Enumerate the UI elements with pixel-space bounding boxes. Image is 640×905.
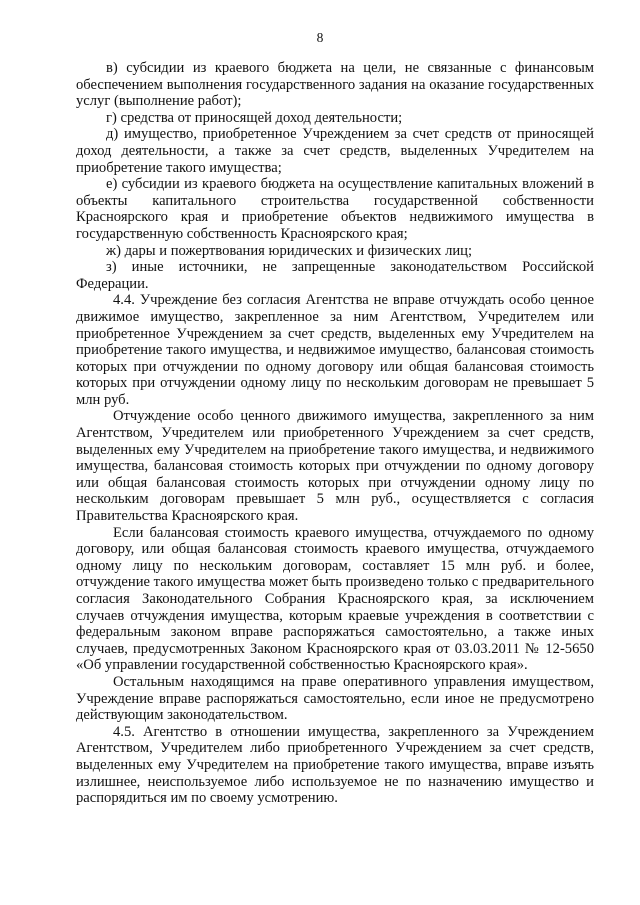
- paragraph-other-sources: з) иные источники, не запрещенные законодательством Российской Федерации.: [76, 259, 594, 292]
- paragraph-donations: ж) дары и пожертвования юридических и физических лиц;: [106, 242, 473, 259]
- paragraph-acquired-property: д) имущество, приобретенное Учреждением за счет средств от приносящей доход деятельности, а также за счет средств, выделенных Учредителем на приобретение такого имущества;: [76, 126, 594, 176]
- page-number: 8: [316, 30, 324, 45]
- paragraph-other-property: Остальным находящимся на праве оперативного управления имуществом, Учреждение вправе распоряжаться самостоятельно, если иное не предусмотрено действующим законодательством.: [76, 673, 594, 724]
- document-body: [76, 60, 594, 807]
- paragraph-subsidies-other: в) субсидии из краевого бюджета на цели, не связанные с финансовым обеспечением выполнения государственного задания на оказание государственных услуг (выполнение работ);: [76, 60, 594, 110]
- paragraph-alienation-government-consent: Отчуждение особо ценного движимого имущества, закрепленного за ним Агентством, Учредителем или приобретенного Учреждением за счет средств, выделенных ему Учредителем на приобретение такого имущества, и недвижимого имущества, балансовая стоимость которых при отчуждении по одному договору или общая балансовая стоимость которых при отчуждении одному лицу по нескольким договорам превышает 5 млн руб., осуществляется с согласия Правительства Красноярского края.: [76, 408, 594, 525]
- paragraph-section-4-5: 4.5. Агентство в отношении имущества, закрепленного за Учреждением Агентством, Учредителем либо приобретенного Учреждением за счет средств, выделенных ему Учредителем на приобретение такого имущества, вправе изъять излишнее, неиспользуемое либо используемое не по назначению имущество и распорядиться им по своему усмотрению.: [76, 723, 594, 807]
- paragraph-capital-subsidies: е) субсидии из краевого бюджета на осуществление капитальных вложений в объекты капитального строительства государственной собственности Красноярского края и приобретение объектов недвижимого имущества в государственную собственность Красноярского края;: [76, 176, 594, 242]
- paragraph-income-activity: г) средства от приносящей доход деятельности;: [106, 109, 403, 126]
- paragraph-section-4-4: 4.4. Учреждение без согласия Агентства не вправе отчуждать особо ценное движимое имущество, закрепленное за ним Агентством, Учредителем или приобретенное Учреждением за счет средств, выделенных ему Учредителем на приобретение такого имущества, и недвижимое имущество, балансовая стоимость которых при отчуждении по одному договору или общая балансовая стоимость которых при отчуждении одному лицу по нескольким договорам не превышает 5 млн руб.: [76, 292, 594, 408]
- paragraph-legislative-consent: Если балансовая стоимость краевого имущества, отчуждаемого по одному договору, или общая балансовая стоимость краевого имущества, отчуждаемого одному лицу по нескольким договорам, составляет 15 млн руб. и более, отчуждение такого имущества может быть произведено только с предварительного согласия Законодательного Собрания Красноярского края, за исключением случаев отчуждения имущества, которым краевые учреждения в соответствии с федеральным законом вправе распоряжаться самостоятельно, а также иных случаев, предусмотренных Законом Красноярского края от 03.03.2011 № 12-5650 «Об управлении государственной собственностью Красноярского края».: [76, 524, 594, 674]
